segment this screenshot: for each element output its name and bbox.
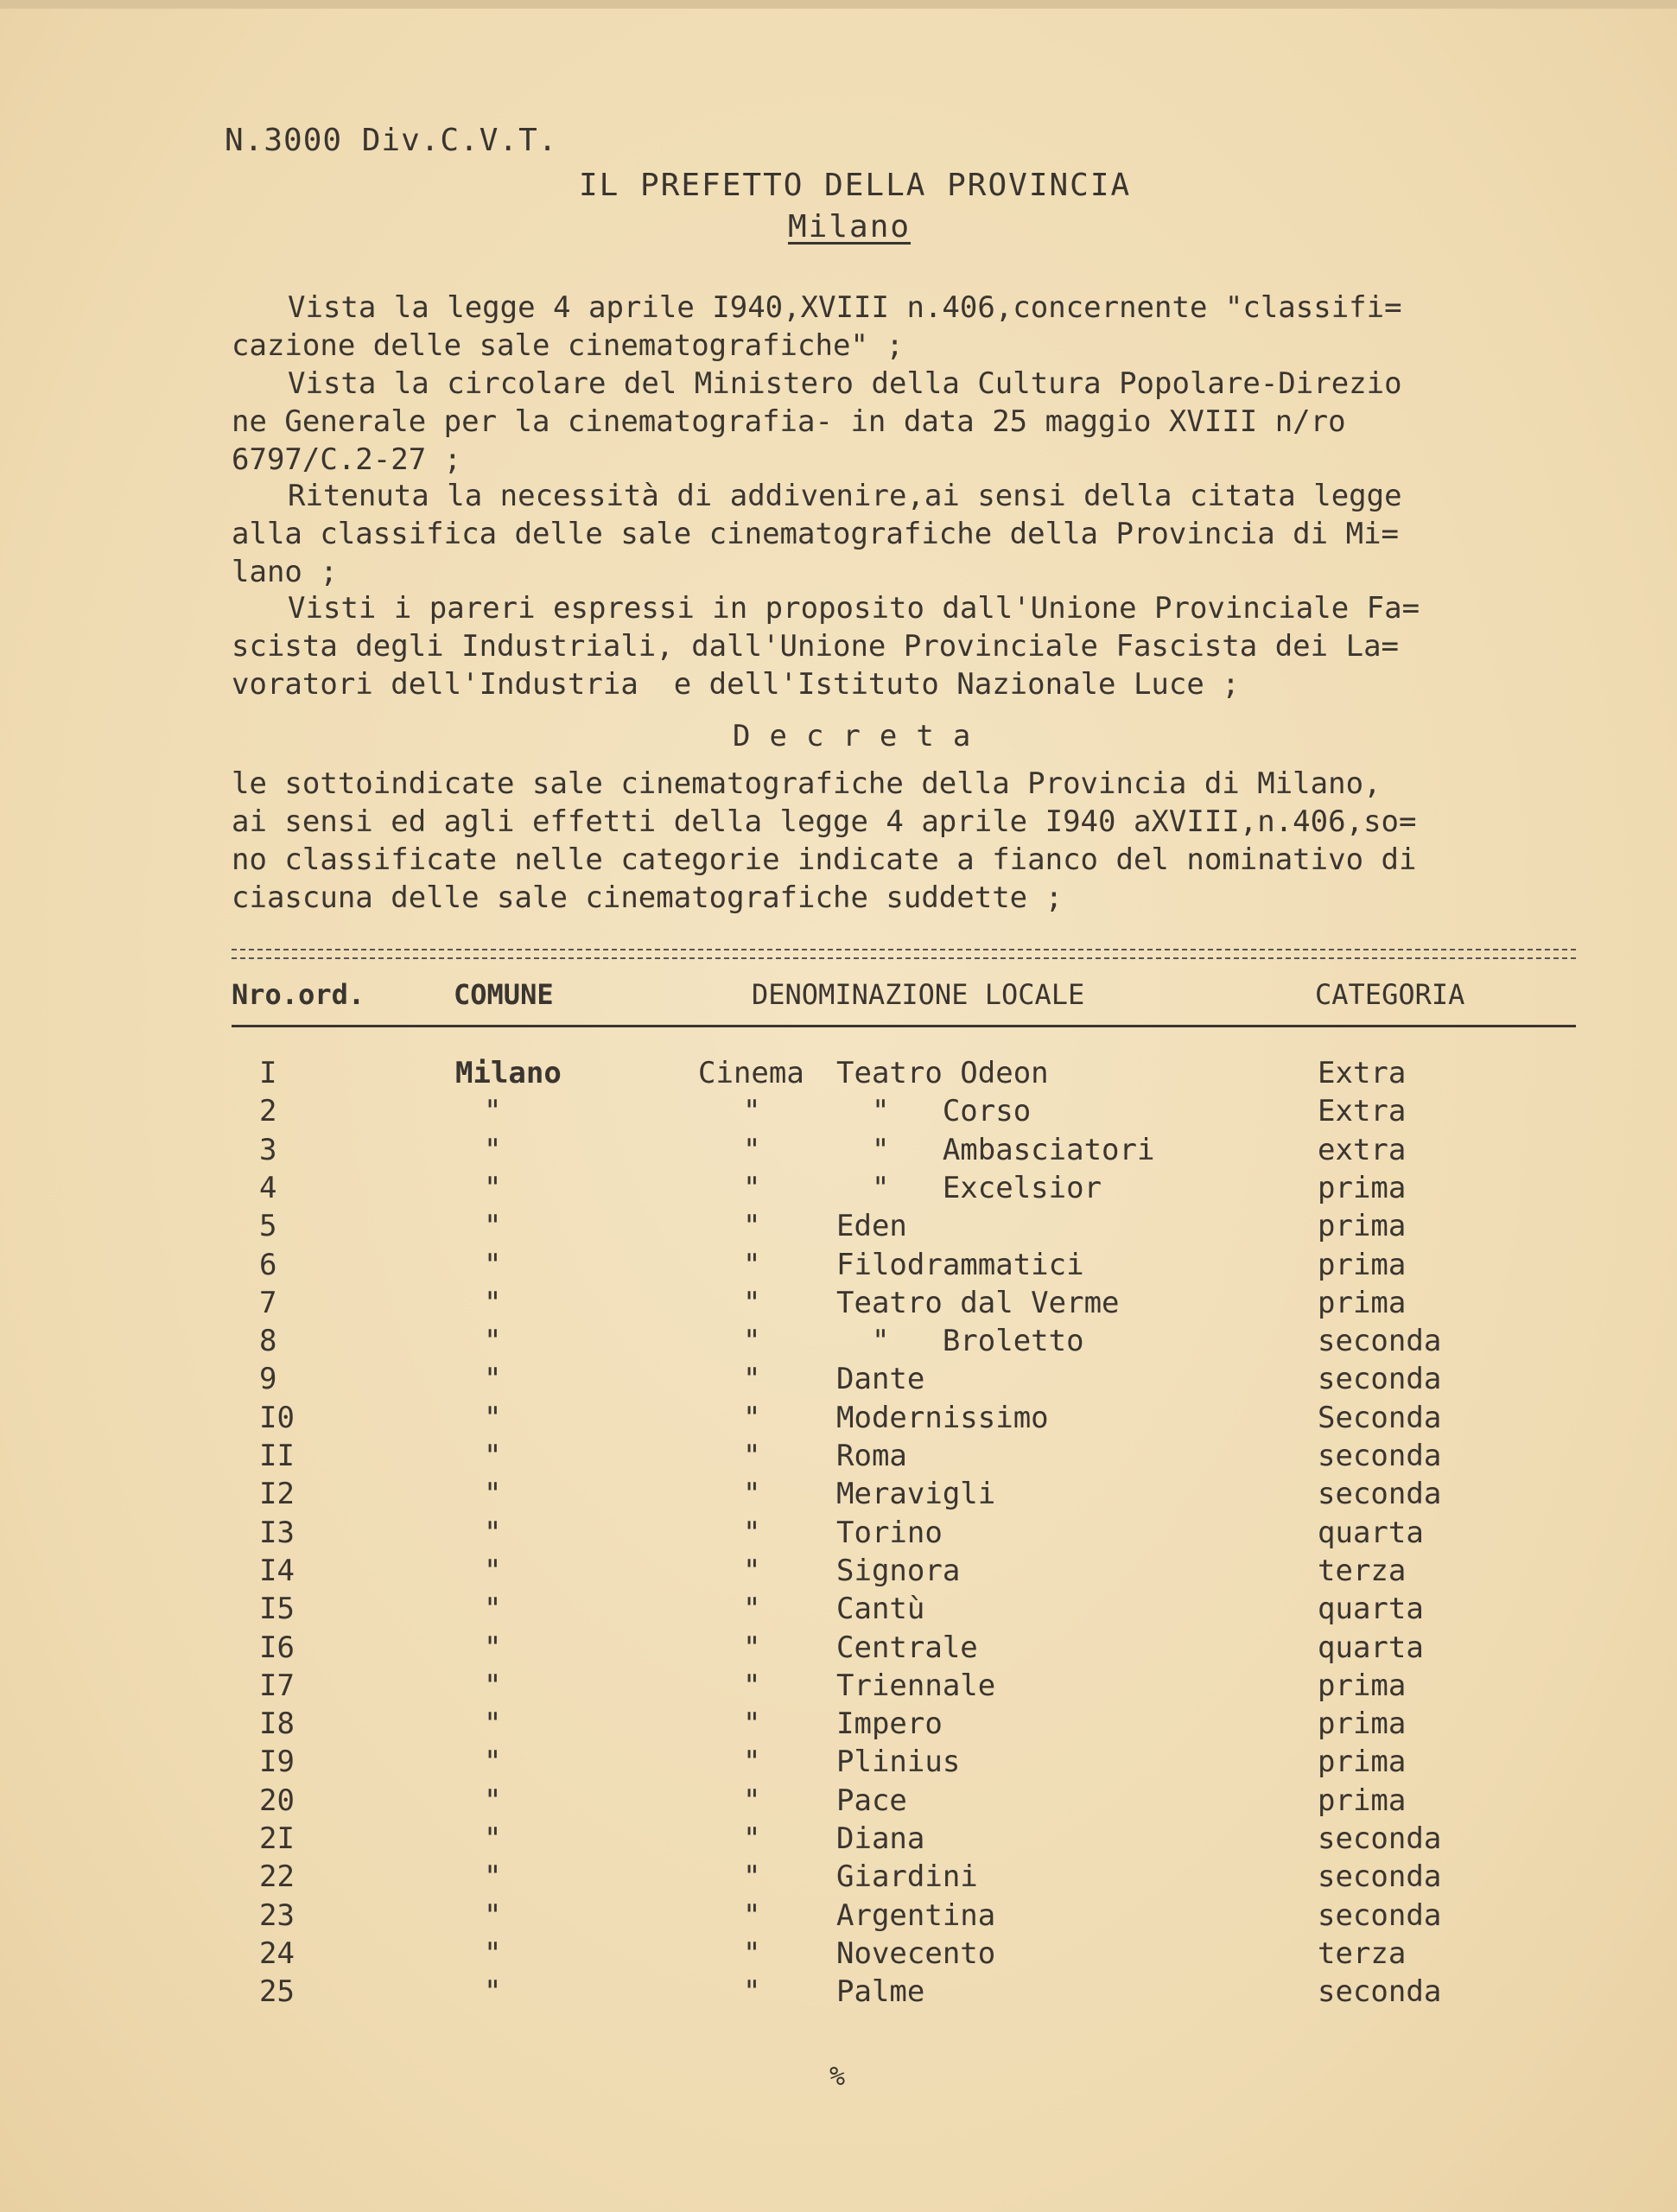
row-categoria: prima <box>1318 1707 1407 1742</box>
row-tipo: " <box>743 1936 761 1971</box>
row-comune: " <box>484 1821 502 1856</box>
document-title: IL PREFETTO DELLA PROVINCIA <box>579 168 1132 203</box>
table-row <box>0 1630 1677 1669</box>
row-tipo: " <box>743 1285 761 1320</box>
row-locale: Dante <box>836 1362 925 1397</box>
row-locale: Triennale <box>836 1668 996 1703</box>
row-tipo: " <box>743 1170 761 1205</box>
row-tipo: " <box>743 1477 761 1512</box>
row-tipo: " <box>743 1592 761 1627</box>
row-locale: Diana <box>836 1821 925 1856</box>
preamble-line: 6797/C.2-27 ; <box>232 442 462 477</box>
row-number: I0 <box>259 1400 295 1435</box>
table-row <box>0 1821 1677 1859</box>
row-categoria: terza <box>1318 1553 1407 1588</box>
preamble-line: Vista la legge 4 aprile I940,XVIII n.406,concernente "classifi= <box>288 290 1402 325</box>
decree-line: no classificate nelle categorie indicate a fianco del nominativo di <box>232 842 1417 877</box>
row-categoria: prima <box>1318 1668 1407 1703</box>
table-row <box>0 1554 1677 1592</box>
row-number: 22 <box>259 1859 295 1895</box>
row-categoria: Seconda <box>1318 1400 1442 1435</box>
row-locale: Giardini <box>836 1859 978 1895</box>
row-categoria: prima <box>1318 1209 1407 1244</box>
row-tipo: " <box>743 1132 761 1167</box>
row-categoria: Extra <box>1318 1094 1407 1129</box>
preamble-line: Vista la circolare del Ministero della Cultura Popolare-Direzio <box>288 366 1402 401</box>
row-categoria: Extra <box>1318 1056 1407 1090</box>
row-tipo: " <box>743 1515 761 1550</box>
row-number: I7 <box>259 1668 295 1703</box>
row-tipo: " <box>743 1821 761 1856</box>
row-number: 3 <box>259 1132 277 1167</box>
row-tipo: " <box>743 1897 761 1933</box>
header-denominazione: DENOMINAZIONE LOCALE <box>752 978 1085 1011</box>
row-number: 2 <box>259 1094 277 1129</box>
row-tipo: " <box>743 1745 761 1780</box>
row-tipo: " <box>743 1400 761 1435</box>
row-categoria: seconda <box>1318 1477 1442 1512</box>
row-comune: " <box>484 1209 502 1244</box>
row-categoria: quarta <box>1318 1592 1424 1627</box>
table-row <box>0 1171 1677 1209</box>
row-number: 20 <box>259 1783 295 1818</box>
row-number: I8 <box>259 1707 295 1742</box>
header-nr: Nro.ord. <box>232 978 365 1011</box>
preamble-line: alla classifica delle sale cinematografiche della Provincia di Mi= <box>232 517 1400 551</box>
row-tipo: Cinema <box>698 1056 804 1090</box>
row-locale: Argentina <box>836 1897 996 1933</box>
preamble-line: ne Generale per la cinematografia- in data 25 maggio XVIII n/ro <box>232 404 1346 439</box>
preamble-line: voratori dell'Industria e dell'Istituto Nazionale Luce ; <box>232 667 1240 702</box>
row-number: 24 <box>259 1936 295 1971</box>
decree-line: le sottoindicate sale cinematografiche della Provincia di Milano, <box>232 766 1382 801</box>
row-locale: Meravigli <box>836 1477 996 1512</box>
preamble-line: lano ; <box>232 555 338 589</box>
row-comune: " <box>484 1974 502 2010</box>
decree-line: ai sensi ed agli effetti della legge 4 aprile I940 aXVIII,n.406,so= <box>232 804 1417 839</box>
row-locale: " Excelsior <box>836 1170 1102 1205</box>
row-number: 2I <box>259 1821 295 1856</box>
row-tipo: " <box>743 1362 761 1397</box>
row-tipo: " <box>743 1783 761 1818</box>
table-row <box>0 1669 1677 1707</box>
table-row <box>0 1745 1677 1783</box>
row-comune: " <box>484 1170 502 1205</box>
row-tipo: " <box>743 1247 761 1282</box>
row-comune: " <box>484 1324 502 1359</box>
table-row <box>0 1516 1677 1554</box>
row-categoria: seconda <box>1318 1974 1442 2010</box>
table-row <box>0 1592 1677 1630</box>
row-categoria: seconda <box>1318 1897 1442 1933</box>
row-comune: " <box>484 1745 502 1780</box>
row-locale: Novecento <box>836 1936 996 1971</box>
row-number: I <box>259 1056 277 1090</box>
table-row <box>0 1362 1677 1400</box>
row-comune: " <box>484 1362 502 1397</box>
row-categoria: prima <box>1318 1247 1407 1282</box>
row-categoria: prima <box>1318 1745 1407 1780</box>
table-row <box>0 1286 1677 1324</box>
header-comune: COMUNE <box>454 978 554 1011</box>
row-categoria: seconda <box>1318 1324 1442 1359</box>
row-comune: " <box>484 1477 502 1512</box>
row-categoria: quarta <box>1318 1515 1424 1550</box>
row-tipo: " <box>743 1668 761 1703</box>
document-subtitle: Milano <box>788 209 912 245</box>
row-locale: Signora <box>836 1553 961 1588</box>
row-locale: Filodrammatici <box>836 1247 1084 1282</box>
row-comune: " <box>484 1897 502 1933</box>
row-categoria: seconda <box>1318 1362 1442 1397</box>
row-comune: " <box>484 1439 502 1473</box>
row-number: 9 <box>259 1362 277 1397</box>
table-row <box>0 1401 1677 1439</box>
preamble-line: Ritenuta la necessità di addivenire,ai sensi della citata legge <box>288 479 1402 513</box>
table-row <box>0 1248 1677 1286</box>
row-tipo: " <box>743 1324 761 1359</box>
row-number: 5 <box>259 1209 277 1244</box>
row-locale: Teatro Odeon <box>836 1056 1049 1090</box>
row-comune: " <box>484 1936 502 1971</box>
table-row <box>0 1707 1677 1745</box>
row-comune: " <box>484 1247 502 1282</box>
row-locale: Plinius <box>836 1745 961 1780</box>
row-locale: Palme <box>836 1974 925 2010</box>
row-number: 25 <box>259 1974 295 2010</box>
row-locale: Impero <box>836 1707 943 1742</box>
row-number: I5 <box>259 1592 295 1627</box>
row-number: 23 <box>259 1897 295 1933</box>
row-tipo: " <box>743 1859 761 1895</box>
row-comune: " <box>484 1783 502 1818</box>
row-comune: " <box>484 1859 502 1895</box>
row-locale: Eden <box>836 1209 907 1244</box>
row-categoria: seconda <box>1318 1859 1442 1895</box>
row-comune: Milano <box>455 1056 562 1090</box>
row-categoria: quarta <box>1318 1630 1424 1665</box>
row-categoria: seconda <box>1318 1439 1442 1473</box>
row-locale: " Corso <box>836 1094 1032 1129</box>
row-categoria: seconda <box>1318 1821 1442 1856</box>
row-locale: Teatro dal Verme <box>836 1285 1120 1320</box>
row-tipo: " <box>743 1439 761 1473</box>
row-number: I3 <box>259 1515 295 1550</box>
paper-edge <box>0 0 1677 9</box>
row-number: I4 <box>259 1553 295 1588</box>
row-comune: " <box>484 1132 502 1167</box>
table-row <box>0 1133 1677 1171</box>
row-comune: " <box>484 1553 502 1588</box>
row-locale: Cantù <box>836 1592 925 1627</box>
protocol-reference: N.3000 Div.C.V.T. <box>225 123 558 158</box>
table-row <box>0 1439 1677 1477</box>
decreta-heading: Decreta <box>733 719 990 753</box>
row-categoria: terza <box>1318 1936 1407 1971</box>
row-number: 4 <box>259 1170 277 1205</box>
row-categoria: prima <box>1318 1783 1407 1818</box>
table-top-rule <box>232 949 1576 959</box>
table-row <box>0 1094 1677 1132</box>
row-categoria: prima <box>1318 1285 1407 1320</box>
row-comune: " <box>484 1094 502 1129</box>
preamble-line: Visti i pareri espressi in proposito dall'Unione Provinciale Fa= <box>288 591 1420 626</box>
row-number: 8 <box>259 1324 277 1359</box>
row-locale: " Ambasciatori <box>836 1132 1155 1167</box>
page-mark: % <box>829 2062 846 2092</box>
row-comune: " <box>484 1630 502 1665</box>
row-locale: Modernissimo <box>836 1400 1049 1435</box>
row-locale: " Broletto <box>836 1324 1084 1359</box>
row-number: II <box>259 1439 295 1473</box>
preamble-line: cazione delle sale cinematografiche" ; <box>232 328 904 363</box>
table-row <box>0 1477 1677 1515</box>
row-number: 6 <box>259 1247 277 1282</box>
row-categoria: extra <box>1318 1132 1407 1167</box>
row-locale: Roma <box>836 1439 907 1473</box>
row-tipo: " <box>743 1630 761 1665</box>
row-comune: " <box>484 1515 502 1550</box>
row-locale: Centrale <box>836 1630 978 1665</box>
row-number: I9 <box>259 1745 295 1780</box>
row-locale: Torino <box>836 1515 943 1550</box>
table-row <box>0 1209 1677 1247</box>
table-row <box>0 1859 1677 1897</box>
row-number: I6 <box>259 1630 295 1665</box>
row-tipo: " <box>743 1974 761 2010</box>
row-number: 7 <box>259 1285 277 1320</box>
table-row <box>0 1974 1677 2012</box>
table-row <box>0 1783 1677 1821</box>
decree-line: ciascuna delle sale cinematografiche suddette ; <box>232 880 1064 915</box>
row-number: I2 <box>259 1477 295 1512</box>
table-row <box>0 1898 1677 1936</box>
row-tipo: " <box>743 1209 761 1244</box>
table-row <box>0 1056 1677 1094</box>
row-tipo: " <box>743 1553 761 1588</box>
header-categoria: CATEGORIA <box>1315 978 1465 1011</box>
preamble-line: scista degli Industriali, dall'Unione Provinciale Fascista dei La= <box>232 629 1400 664</box>
table-row <box>0 1936 1677 1974</box>
row-comune: " <box>484 1592 502 1627</box>
row-comune: " <box>484 1285 502 1320</box>
row-categoria: prima <box>1318 1170 1407 1205</box>
table-header-rule <box>232 1025 1576 1027</box>
row-comune: " <box>484 1668 502 1703</box>
row-tipo: " <box>743 1094 761 1129</box>
table-row <box>0 1324 1677 1362</box>
row-locale: Pace <box>836 1783 907 1818</box>
row-comune: " <box>484 1400 502 1435</box>
row-tipo: " <box>743 1707 761 1742</box>
row-comune: " <box>484 1707 502 1742</box>
